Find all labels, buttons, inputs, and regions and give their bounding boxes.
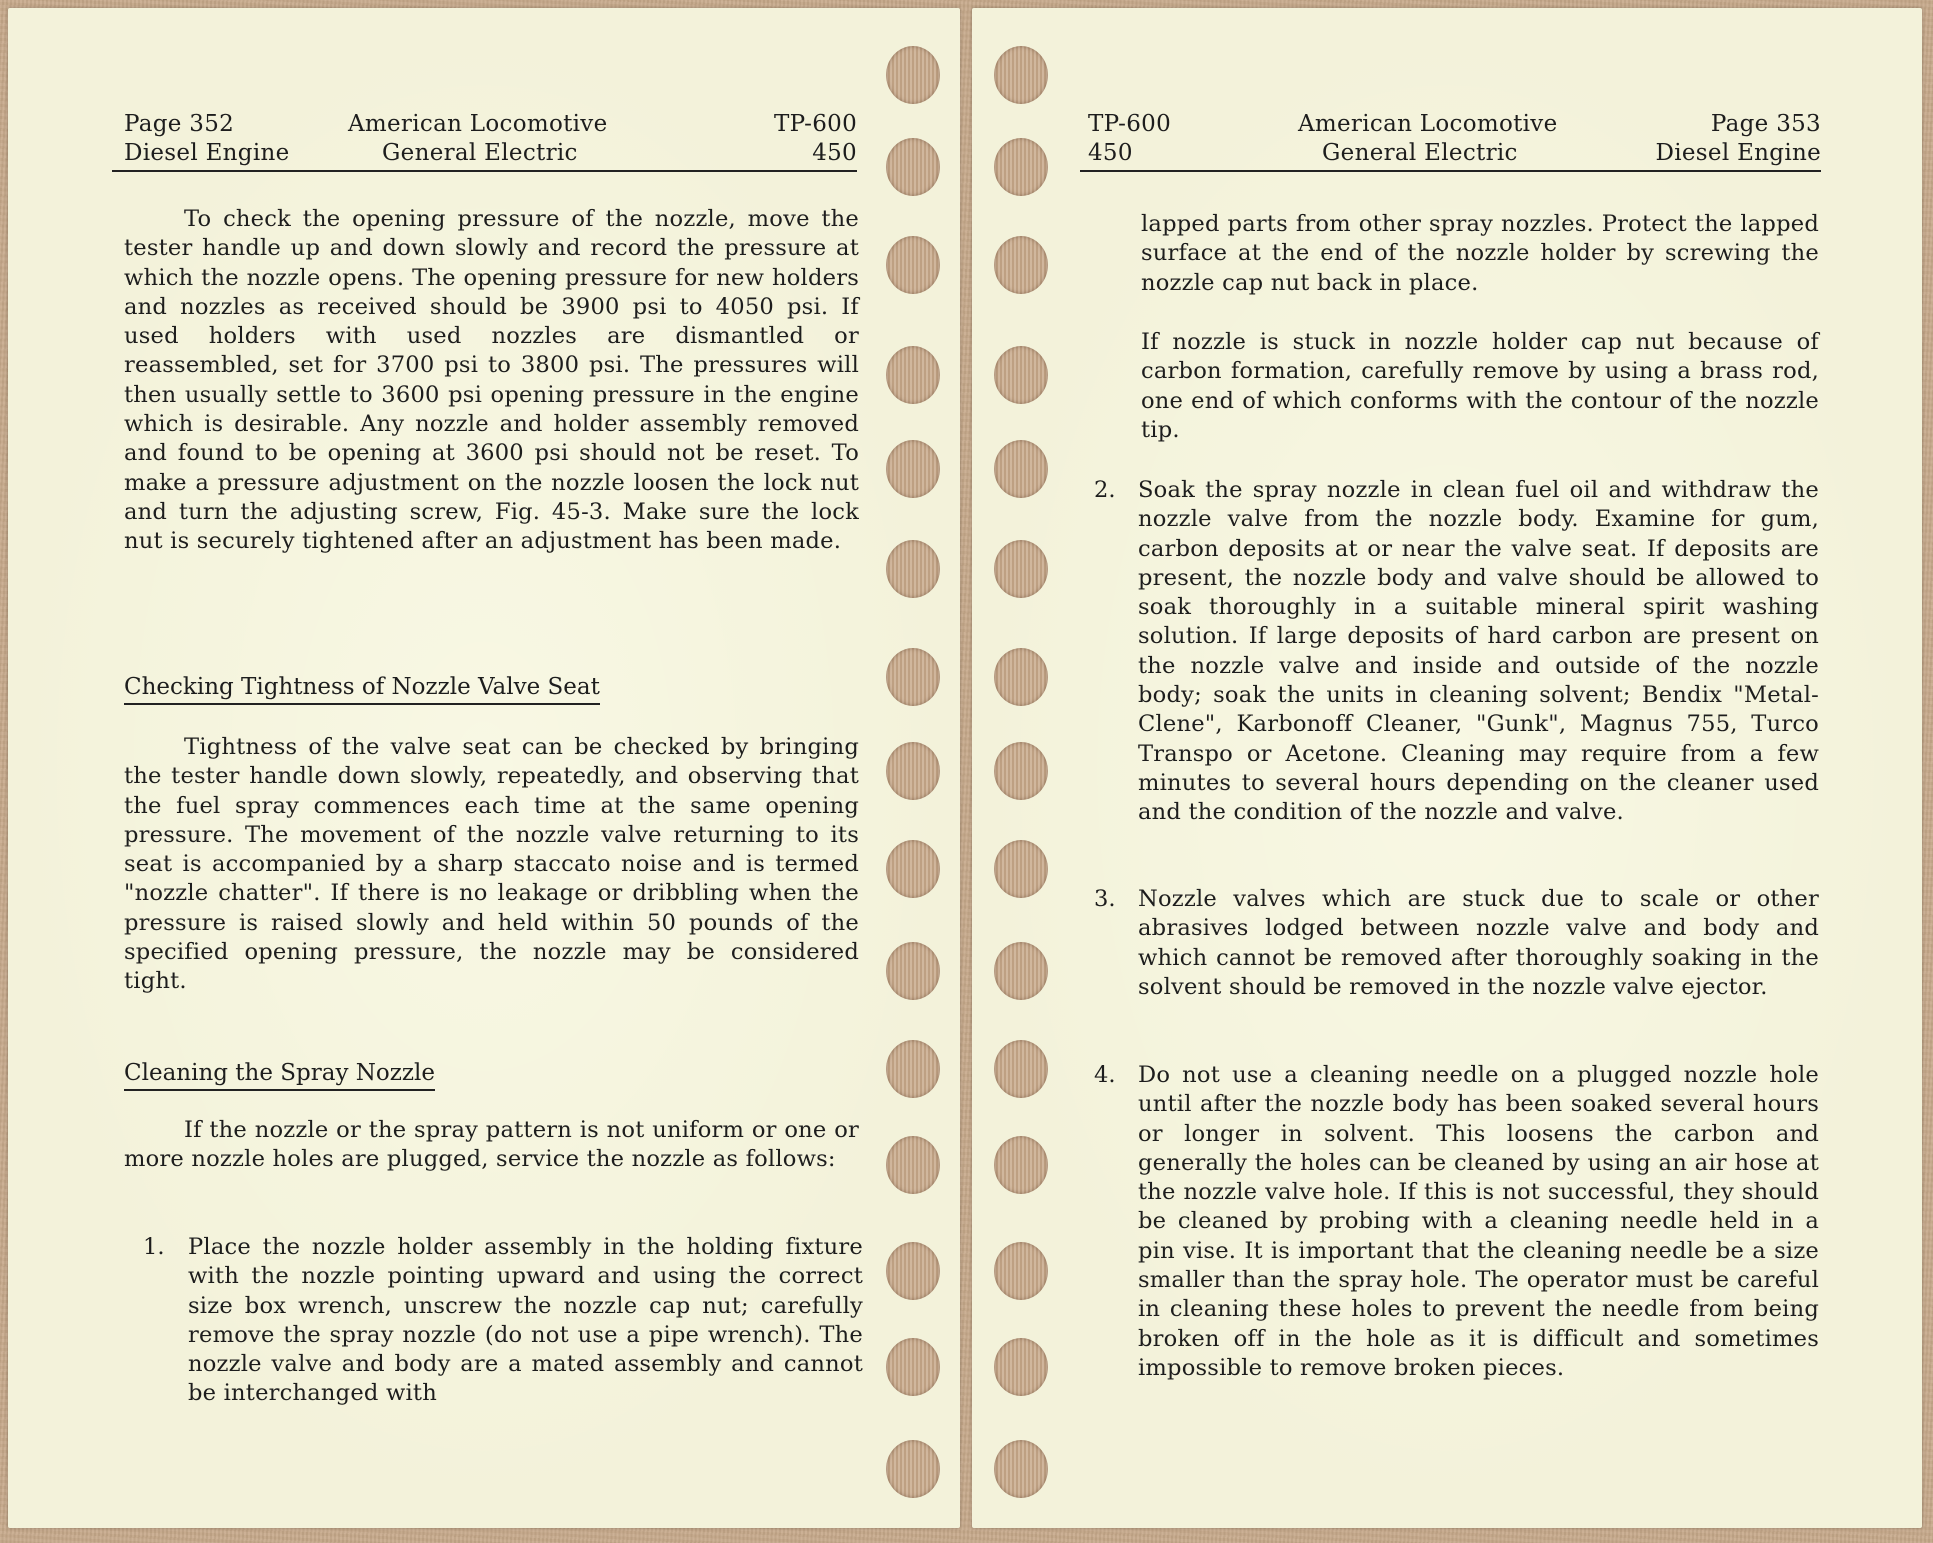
binder-hole	[994, 840, 1048, 898]
binder-hole	[994, 440, 1048, 498]
binder-hole	[994, 1136, 1048, 1194]
step-text: Soak the spray nozzle in clean fuel oil and withdraw the nozzle valve from the nozzle body. Examine for gum, carbon deposits at or near the valve seat. If deposits are present, the nozzle body and valve should be allowed to soak thoroughly in a suitable mineral spirit washing solution. If large deposits of hard carbon are present on the nozzle valve and inside and outside of the nozzle body; soak the units in cleaning solvent; Bendix "Metal-Clene", Karbonoff Cleaner, "Gunk", Magnus 755, Turco Transpo or Acetone. Cleaning may require from a few minutes to several hours depending on the cleaner used and the condition of the nozzle and valve.	[1138, 477, 1819, 826]
binder-hole	[886, 840, 940, 898]
binder-hole	[994, 648, 1048, 706]
binder-hole	[994, 138, 1048, 196]
binder-hole	[994, 540, 1048, 598]
page-subject: Diesel Engine	[124, 140, 290, 166]
stuck-nozzle-paragraph: If nozzle is stuck in nozzle holder cap nut because of carbon formation, carefully remove by using a brass rod, one end of which conforms with the contour of the nozzle tip.	[1141, 329, 1819, 443]
binder-hole	[886, 648, 940, 706]
binder-hole	[994, 46, 1048, 104]
binder-hole	[886, 346, 940, 404]
page-number: Page 353	[1710, 111, 1821, 137]
step-number: 1.	[143, 1234, 165, 1260]
binder-hole	[994, 346, 1048, 404]
maker-line-1: American Locomotive	[348, 111, 608, 137]
maker-line-2: General Electric	[382, 140, 578, 166]
page-subject: Diesel Engine	[1655, 140, 1821, 166]
binder-hole	[886, 942, 940, 1000]
step-text: Place the nozzle holder assembly in the holding fixture with the nozzle pointing upward and using the correct size box wrench, unscrew the nozzle cap nut; carefully remove the spray nozzle (do not use a pipe wrench). The nozzle valve and body are a mated assembly and cannot be interchanged with	[188, 1234, 863, 1407]
continued-paragraph: lapped parts from other spray nozzles. Protect the lapped surface at the end of the nozzle holder by screwing the nozzle cap nut back in place.	[1141, 211, 1819, 296]
intro-paragraph: To check the opening pressure of the nozzle, move the tester handle up and down slowly and record the pressure at which the nozzle opens. The opening pressure for new holders and nozzles as received should be 3900 psi to 4050 psi. If used holders with used nozzles are dismantled or reassembled, set for 3700 psi to 3800 psi. The pressures will then usually settle to 3600 psi opening pressure in the engine which is desirable. Any nozzle and holder assembly removed and found to be opening at 3600 psi should not be reset. To make a pressure adjustment on the nozzle loosen the lock nut and turn the adjusting screw, Fig. 45-3. Make sure the lock nut is securely tightened after an adjustment has been made.	[124, 206, 859, 555]
binder-hole	[994, 742, 1048, 800]
step-number: 4.	[1094, 1062, 1116, 1088]
binder-hole	[886, 138, 940, 196]
step-number: 3.	[1094, 886, 1116, 912]
model-number: 450	[812, 140, 857, 166]
model-name: TP-600	[1088, 111, 1172, 137]
maker-line-2: General Electric	[1322, 140, 1518, 166]
binder-hole	[994, 1040, 1048, 1098]
binder-hole	[994, 1338, 1048, 1396]
binder-hole	[994, 236, 1048, 294]
binder-hole	[886, 1242, 940, 1300]
binder-hole	[886, 1040, 940, 1098]
binder-hole	[886, 1136, 940, 1194]
binder-hole	[994, 1242, 1048, 1300]
binder-hole	[886, 742, 940, 800]
step-text: Do not use a cleaning needle on a plugged nozzle hole until after the nozzle body has been soaked several hours or longer in solvent. This loosens the carbon and generally the holes can be cleaned by using an air hose at the nozzle valve hole. If this is not successful, they should be cleaned by probing with a cleaning needle held in a pin vise. It is important that the cleaning needle be a size smaller than the spray hole. The operator must be careful in cleaning these holes to prevent the needle from being broken off in the hole as it is difficult and sometimes impossible to remove broken pieces.	[1138, 1062, 1819, 1381]
valve-seat-paragraph: Tightness of the valve seat can be checked by bringing the tester handle down slowly, repeatedly, and observing that the fuel spray commences each time at the same opening pressure. The movement of the nozzle valve returning to its seat is accompanied by a sharp staccato noise and is termed "nozzle chatter". If there is no leakage or dribbling when the pressure is raised slowly and held within 50 pounds of the specified opening pressure, the nozzle may be considered tight.	[124, 734, 859, 995]
binder-hole	[886, 1440, 940, 1498]
binder-hole	[994, 942, 1048, 1000]
maker-line-1: American Locomotive	[1298, 111, 1558, 137]
step-text: Nozzle valves which are stuck due to scale or other abrasives lodged between nozzle valve and body and which cannot be removed after thoroughly soaking in the solvent should be removed in the nozzle valve ejector.	[1138, 886, 1819, 1000]
binder-hole	[886, 440, 940, 498]
step-number: 2.	[1094, 477, 1116, 503]
binder-hole	[886, 1338, 940, 1396]
section-heading-valve-seat: Checking Tightness of Nozzle Valve Seat	[124, 672, 600, 705]
model-number: 450	[1088, 140, 1133, 166]
section-heading-cleaning: Cleaning the Spray Nozzle	[124, 1058, 435, 1091]
page-number: Page 352	[124, 111, 235, 137]
binder-hole	[886, 46, 940, 104]
binder-hole	[886, 236, 940, 294]
right-page-header	[1080, 110, 1821, 172]
cleaning-intro-paragraph: If the nozzle or the spray pattern is not uniform or one or more nozzle holes are plugged, service the nozzle as follows:	[124, 1117, 859, 1173]
left-page-header	[112, 110, 857, 172]
model-name: TP-600	[773, 111, 857, 137]
binder-hole	[886, 540, 940, 598]
binder-hole	[994, 1440, 1048, 1498]
